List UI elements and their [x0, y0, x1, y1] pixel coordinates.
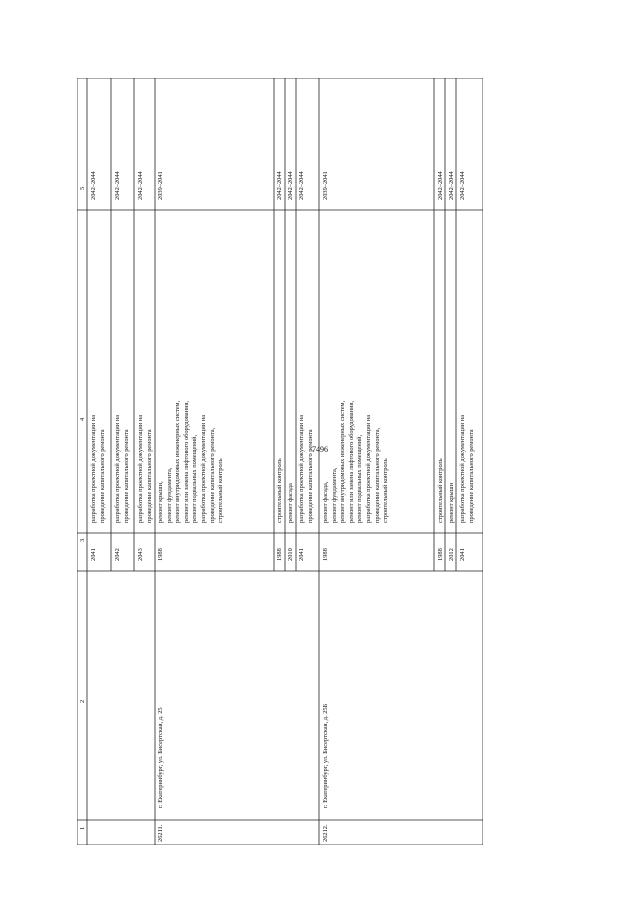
- header-col-1: 1: [79, 826, 86, 830]
- row-period: 2042–2044: [298, 171, 305, 200]
- row-work: разработка проектной документации на проведение капитального ремонта: [90, 414, 106, 523]
- row-period: 2039–2041: [322, 171, 329, 200]
- header-col-2: 2: [79, 699, 86, 703]
- page-number: 7496: [312, 445, 328, 454]
- row-work: ремонт фасада: [287, 483, 294, 523]
- row-period: 2042–2044: [90, 171, 97, 200]
- record-number: 26211.: [157, 824, 164, 842]
- row-work: разработка проектной документации на проведение капитального ремонта: [137, 414, 153, 523]
- row-period: 2042–2044: [437, 171, 444, 200]
- row-work: разработка проектной документации на проведение капитального ремонта: [459, 414, 475, 523]
- record-number: 26212.: [322, 824, 329, 842]
- row-work: ремонт фасада, ремонт фундамента, ремонт внутридомовых инженерных систем, ремонт или замена лифтового оборудования, ремонт подвальных помещений, разработка проектной документации на проведение капитального ремонта, строительный контроль: [322, 400, 390, 523]
- rotated-table: [77, 78, 483, 845]
- row-year: 2041: [459, 548, 466, 561]
- row-period: 2042–2044: [459, 171, 466, 200]
- row-work: ремонт крыши: [448, 482, 455, 523]
- row-year: 2041: [298, 548, 305, 561]
- header-col-3: 3: [79, 538, 86, 542]
- row-year: 1988: [437, 548, 444, 561]
- row-work: строительный контроль: [276, 458, 283, 523]
- row-year: 2012: [448, 548, 455, 561]
- row-year: 2043: [137, 548, 144, 561]
- row-work: разработка проектной документации на проведение капитального ремонта: [114, 414, 130, 523]
- header-col-5: 5: [79, 186, 86, 190]
- record-address: г. Екатеринбург, ул. Бисертская, д. 25Б: [322, 703, 329, 808]
- row-year: 1988: [157, 548, 164, 561]
- header-col-4: 4: [79, 417, 86, 421]
- row-period: 2042–2044: [276, 171, 283, 200]
- row-period: 2042–2044: [114, 171, 121, 200]
- row-year: 2041: [90, 548, 97, 561]
- row-year: 2042: [114, 548, 121, 561]
- row-year: 1988: [276, 548, 283, 561]
- row-work: строительный контроль: [437, 458, 444, 523]
- record-address: г. Екатеринбург, ул. Бисертская, д. 25: [157, 707, 164, 808]
- row-period: 2039–2041: [157, 171, 164, 200]
- row-year: 2010: [287, 548, 294, 561]
- row-period: 2042–2044: [287, 171, 294, 200]
- row-period: 2042–2044: [137, 171, 144, 200]
- row-period: 2042–2044: [448, 171, 455, 200]
- row-year: 1988: [322, 548, 329, 561]
- row-work: разработка проектной документации на проведение капитального ремонта: [298, 414, 314, 523]
- row-work: ремонт крыши, ремонт фундамента, ремонт внутридомовых инженерных систем, ремонт или замена лифтового оборудования, ремонт подвальных помещений, разработка проектной документации на проведение капитального ремонта, строительный контроль: [157, 400, 225, 523]
